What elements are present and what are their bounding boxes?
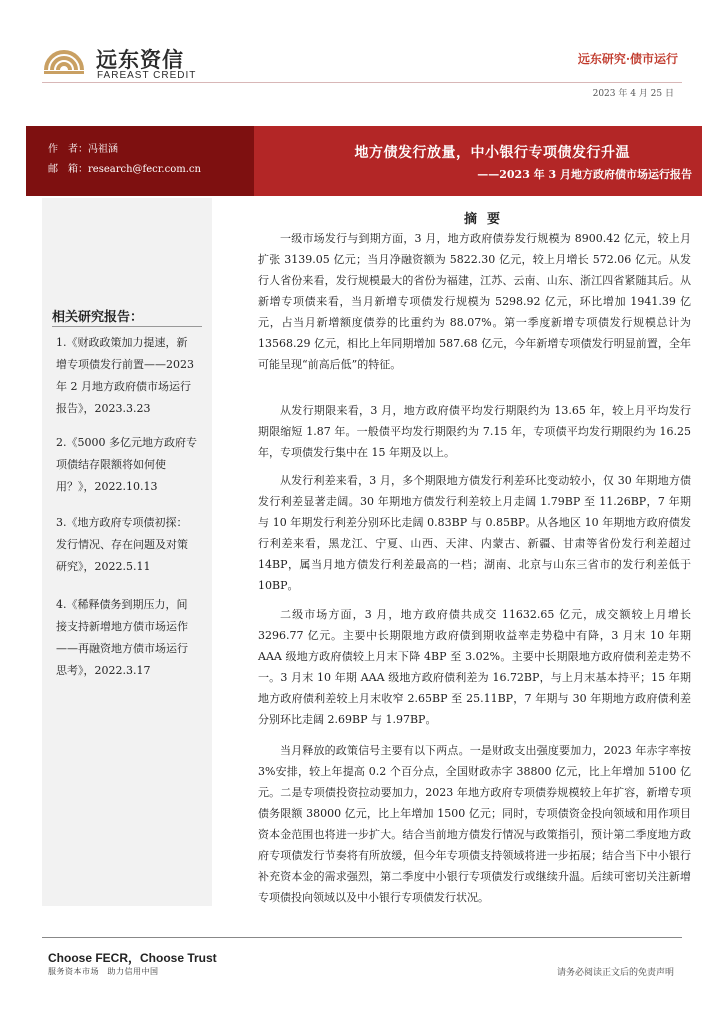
author-value: 冯祖涵 bbox=[88, 144, 118, 155]
author-panel bbox=[26, 126, 254, 196]
summary-paragraph-primary-market: 一级市场发行与到期方面，3 月，地方政府债券发行规模为 8900.42 亿元，较上月扩张 3139.05 亿元；当月净融资额为 5822.30 亿元，较上月增长 572.06 亿元。从发行人省份来看，发行规模最大的省份为福建，江苏、云南、山东、浙江四省紧随其后。从新增专项债来看，当月新增专项债发行规模为 5298.92 亿元，环比增加 1941.39 亿元，占当月新增额度债券的比重约为 88.07%。第一季度新增专项债发行规模总计为 13568.29 亿元，相比上年同期增加 587.68 亿元，今年新增专项债发行明显前置，全年可能呈现“前高后低”的特征。 bbox=[258, 232, 691, 371]
research-series-label: 远东研究·债市运行 bbox=[577, 52, 678, 66]
related-report-line: ——再融资地方债市场运行 bbox=[56, 642, 188, 655]
related-report-line: 增专项债发行前置——2023 bbox=[56, 358, 194, 371]
email-row bbox=[48, 160, 201, 175]
author-row bbox=[48, 140, 118, 155]
summary-paragraph-secondary-market: 二级市场方面，3 月，地方政府债共成交 11632.65 亿元，成交额较上月增长 3296.77 亿元。主要中长期限地方政府债到期收益率走势稳中有降，3 月末 10 年期 AAA 级地方政府债较上月末下降 4BP 至 3.02%。主要中长期限地方政府债利差走势不一。3 月末 10 年期 AAA 级地方政府债利差为 16.72BP，与上月末基本持平；15 年期地方政府债利差较上月末收窄 2.65BP 至 25.11BP，7 年期与 30 年期地方政府债利差分别环比走阔 2.69BP 与 1.97BP。 bbox=[258, 608, 691, 726]
related-reports-sidebar bbox=[42, 198, 212, 906]
related-report-line: 用？》，2022.10.13 bbox=[56, 480, 158, 493]
related-report-line: 4.《稀释债务到期压力，间 bbox=[56, 598, 188, 611]
disclaimer-note[interactable]: 请务必阅读正文后的免责声明 bbox=[556, 968, 674, 978]
sidebar-divider bbox=[52, 326, 202, 327]
summary-paragraph-maturity: 从发行期限来看，3 月，地方政府债平均发行期限约为 13.65 年，较上月平均发行期限缩短 1.87 年。一般债平均发行期限约为 7.15 年，专项债平均发行期限约为 16.25 年，专项债发行集中在 15 年期及以上。 bbox=[258, 404, 691, 459]
related-report-item[interactable] bbox=[56, 332, 208, 420]
related-report-line: 思考》，2022.3.17 bbox=[56, 664, 151, 677]
report-subtitle: ——2023 年 3 月地方政府债市场运行报告 bbox=[477, 168, 692, 181]
report-date: 2023 年 4 月 25 日 bbox=[592, 89, 674, 99]
related-report-item[interactable] bbox=[56, 594, 208, 682]
title-panel bbox=[254, 126, 702, 196]
related-report-line: 报告》，2023.3.23 bbox=[56, 402, 151, 415]
email-value[interactable]: research@fecr.com.cn bbox=[88, 164, 201, 175]
email-key: 邮 箱： bbox=[48, 164, 88, 175]
related-report-line: 2.《5000 多亿元地方政府专 bbox=[56, 436, 197, 449]
related-report-line: 项债结存限额将如何使 bbox=[56, 458, 166, 471]
logo-english-name: FAREAST CREDIT bbox=[97, 70, 197, 81]
related-report-item[interactable] bbox=[56, 512, 208, 578]
header-divider bbox=[42, 82, 682, 83]
logo-chinese-name: 远东资信 bbox=[96, 48, 184, 72]
summary-paragraph-spread: 从发行利差来看，3 月，多个期限地方债发行利差环比变动较小，仅 30 年期地方债发行利差显著走阔。30 年期地方债发行利差较上月走阔 1.79BP 至 11.26BP，7 年期与 10 年期发行利差分别环比走阔 0.83BP 与 0.85BP。从各地区 10 年期地方政府债发行利差来看，黑龙江、宁夏、山西、天津、内蒙古、新疆、甘肃等省份发行利差超过 14BP，属当月地方债发行利差最高的一档；湖南、北京与山东三省市的发行利差低于 10BP。 bbox=[258, 474, 691, 592]
related-report-line: 1.《财政政策加力提速，新 bbox=[56, 336, 188, 349]
author-key: 作 者： bbox=[48, 144, 88, 155]
footer-slogan: Choose FECR，Choose Trust bbox=[48, 951, 217, 965]
related-report-line: 3.《地方政府专项债初探： bbox=[56, 516, 188, 529]
related-report-line: 年 2 月地方政府债市场运行 bbox=[56, 380, 191, 393]
footer-divider bbox=[42, 937, 682, 938]
related-report-line: 研究》，2022.5.11 bbox=[56, 560, 151, 573]
summary-paragraph-policy: 当月释放的政策信号主要有以下两点。一是财政支出强度要加力，2023 年赤字率按 3%安排，较上年提高 0.2 个百分点，全国财政赤字 38800 亿元，比上年增加 5100 亿元。二是专项债投资拉动要加力，2023 年地方政府专项债券规模较上年扩容，新增专项债务限额 38000 亿元，比上年增加 1500 亿元；同时，专项债资金投向领域和用作项目资本金范围也将进一步扩大。结合当前地方债发行情况与政策指引，预计第二季度地方政府专项债发行节奏将有所放缓，但今年专项债支持领域将进一步拓展；结合当下中小银行补充资本金的需求强烈，第二季度中小银行专项债发行或继续升温。后续可密切关注新增专项债投向领域以及中小银行专项债发行状况。 bbox=[258, 744, 691, 904]
fecr-logo-icon bbox=[42, 40, 86, 80]
related-report-item[interactable] bbox=[56, 432, 208, 498]
footer-tagline: 服务资本市场 助力信用中国 bbox=[48, 967, 159, 976]
summary-heading: 摘要 bbox=[464, 212, 511, 227]
report-title: 地方债发行放量，中小银行专项债发行升温 bbox=[354, 145, 630, 161]
related-report-line: 接支持新增地方债市场运作 bbox=[56, 620, 188, 633]
title-banner bbox=[26, 126, 702, 196]
related-report-line: 发行情况、存在问题及对策 bbox=[56, 538, 188, 551]
related-reports-heading: 相关研究报告： bbox=[52, 310, 144, 325]
